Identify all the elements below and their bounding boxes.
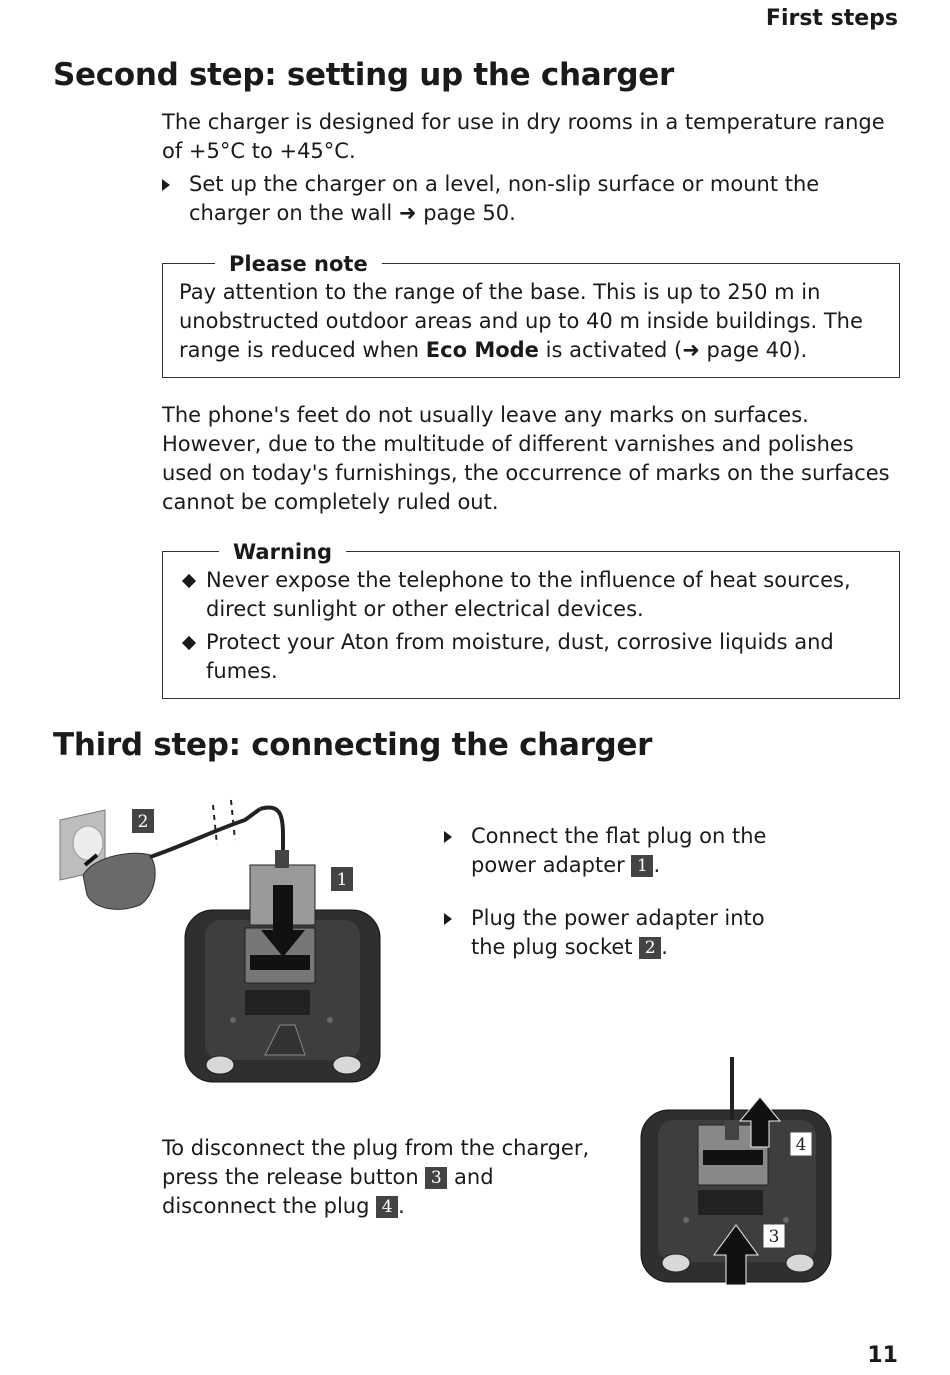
page-ref-50[interactable]: page 50. [423,201,516,225]
punctuation: . [653,853,661,877]
warning-item-text: Protect your Aton from moisture, dust, corrosive liquids and fumes. [206,630,834,683]
charger-disconnect-illustration [638,1055,838,1290]
page-ref-40[interactable]: page 40). [706,338,808,362]
diamond-bullet-icon [182,574,196,588]
disconnect-text-1: To disconnect the plug from the charger, press the release button [162,1136,590,1189]
figure-label-1: 1 [336,870,348,890]
callout-number-2: 2 [639,937,661,959]
warning-title: Warning [219,539,346,565]
running-header: First steps [765,6,898,31]
figure-label-4: 4 [795,1135,807,1155]
eco-mode-term: Eco Mode [425,338,539,362]
callout-number-3: 3 [425,1167,447,1189]
callout-number-4: 4 [376,1196,398,1218]
warning-item-text: Never expose the telephone to the influence of heat sources, direct sunlight or other electrical devices. [206,568,851,621]
arrow-right-icon: ➜ [398,201,417,225]
page-number: 11 [867,1343,898,1368]
section-heading-third-step: Third step: connecting the charger [53,727,653,763]
triangle-bullet-icon [444,831,452,843]
setup-bullet [162,170,862,228]
warning-item [184,628,884,686]
disconnect-paragraph [162,1134,612,1221]
punctuation: . [398,1194,405,1218]
please-note-text [179,278,889,365]
arrow-right-icon: ➜ [682,338,700,362]
disconnect-text-2: and disconnect the plug [162,1165,494,1218]
triangle-bullet-icon [444,913,452,925]
connect-step-1 [444,822,804,880]
charger-connection-illustration [55,795,395,1090]
connect-step-2 [444,904,804,962]
punctuation: . [661,935,668,959]
callout-number-1: 1 [631,855,653,877]
figure-label-2: 2 [137,812,149,832]
section-heading-second-step: Second step: setting up the charger [53,57,674,93]
triangle-bullet-icon [162,179,170,191]
connect-step-2-text: Plug the power adapter into the plug socket [471,906,765,959]
connect-step-1-text: Connect the flat plug on the power adapter [471,824,767,877]
diamond-bullet-icon [182,636,196,650]
please-note-text-after: is activated ( [545,338,683,362]
setup-bullet-text: Set up the charger on a level, non-slip surface or mount the charger on the wall [189,172,820,225]
please-note-text-part: Pay attention to the range of the base. This is up to 250 m in unobstructed outdoor areas and up to 40 m inside buildings. The range is reduced when [179,280,863,362]
figure-label-3: 3 [768,1227,780,1247]
warning-item [184,566,884,624]
feet-paragraph: The phone's feet do not usually leave any marks on surfaces. However, due to the multitude of different varnishes and polishes used on today's furnishings, the occurrence of marks on the surfaces cannot be completely ruled out. [162,403,890,514]
please-note-title: Please note [215,251,382,277]
intro-paragraph: The charger is designed for use in dry rooms in a temperature range of +5°C to +45°C. [162,110,885,163]
